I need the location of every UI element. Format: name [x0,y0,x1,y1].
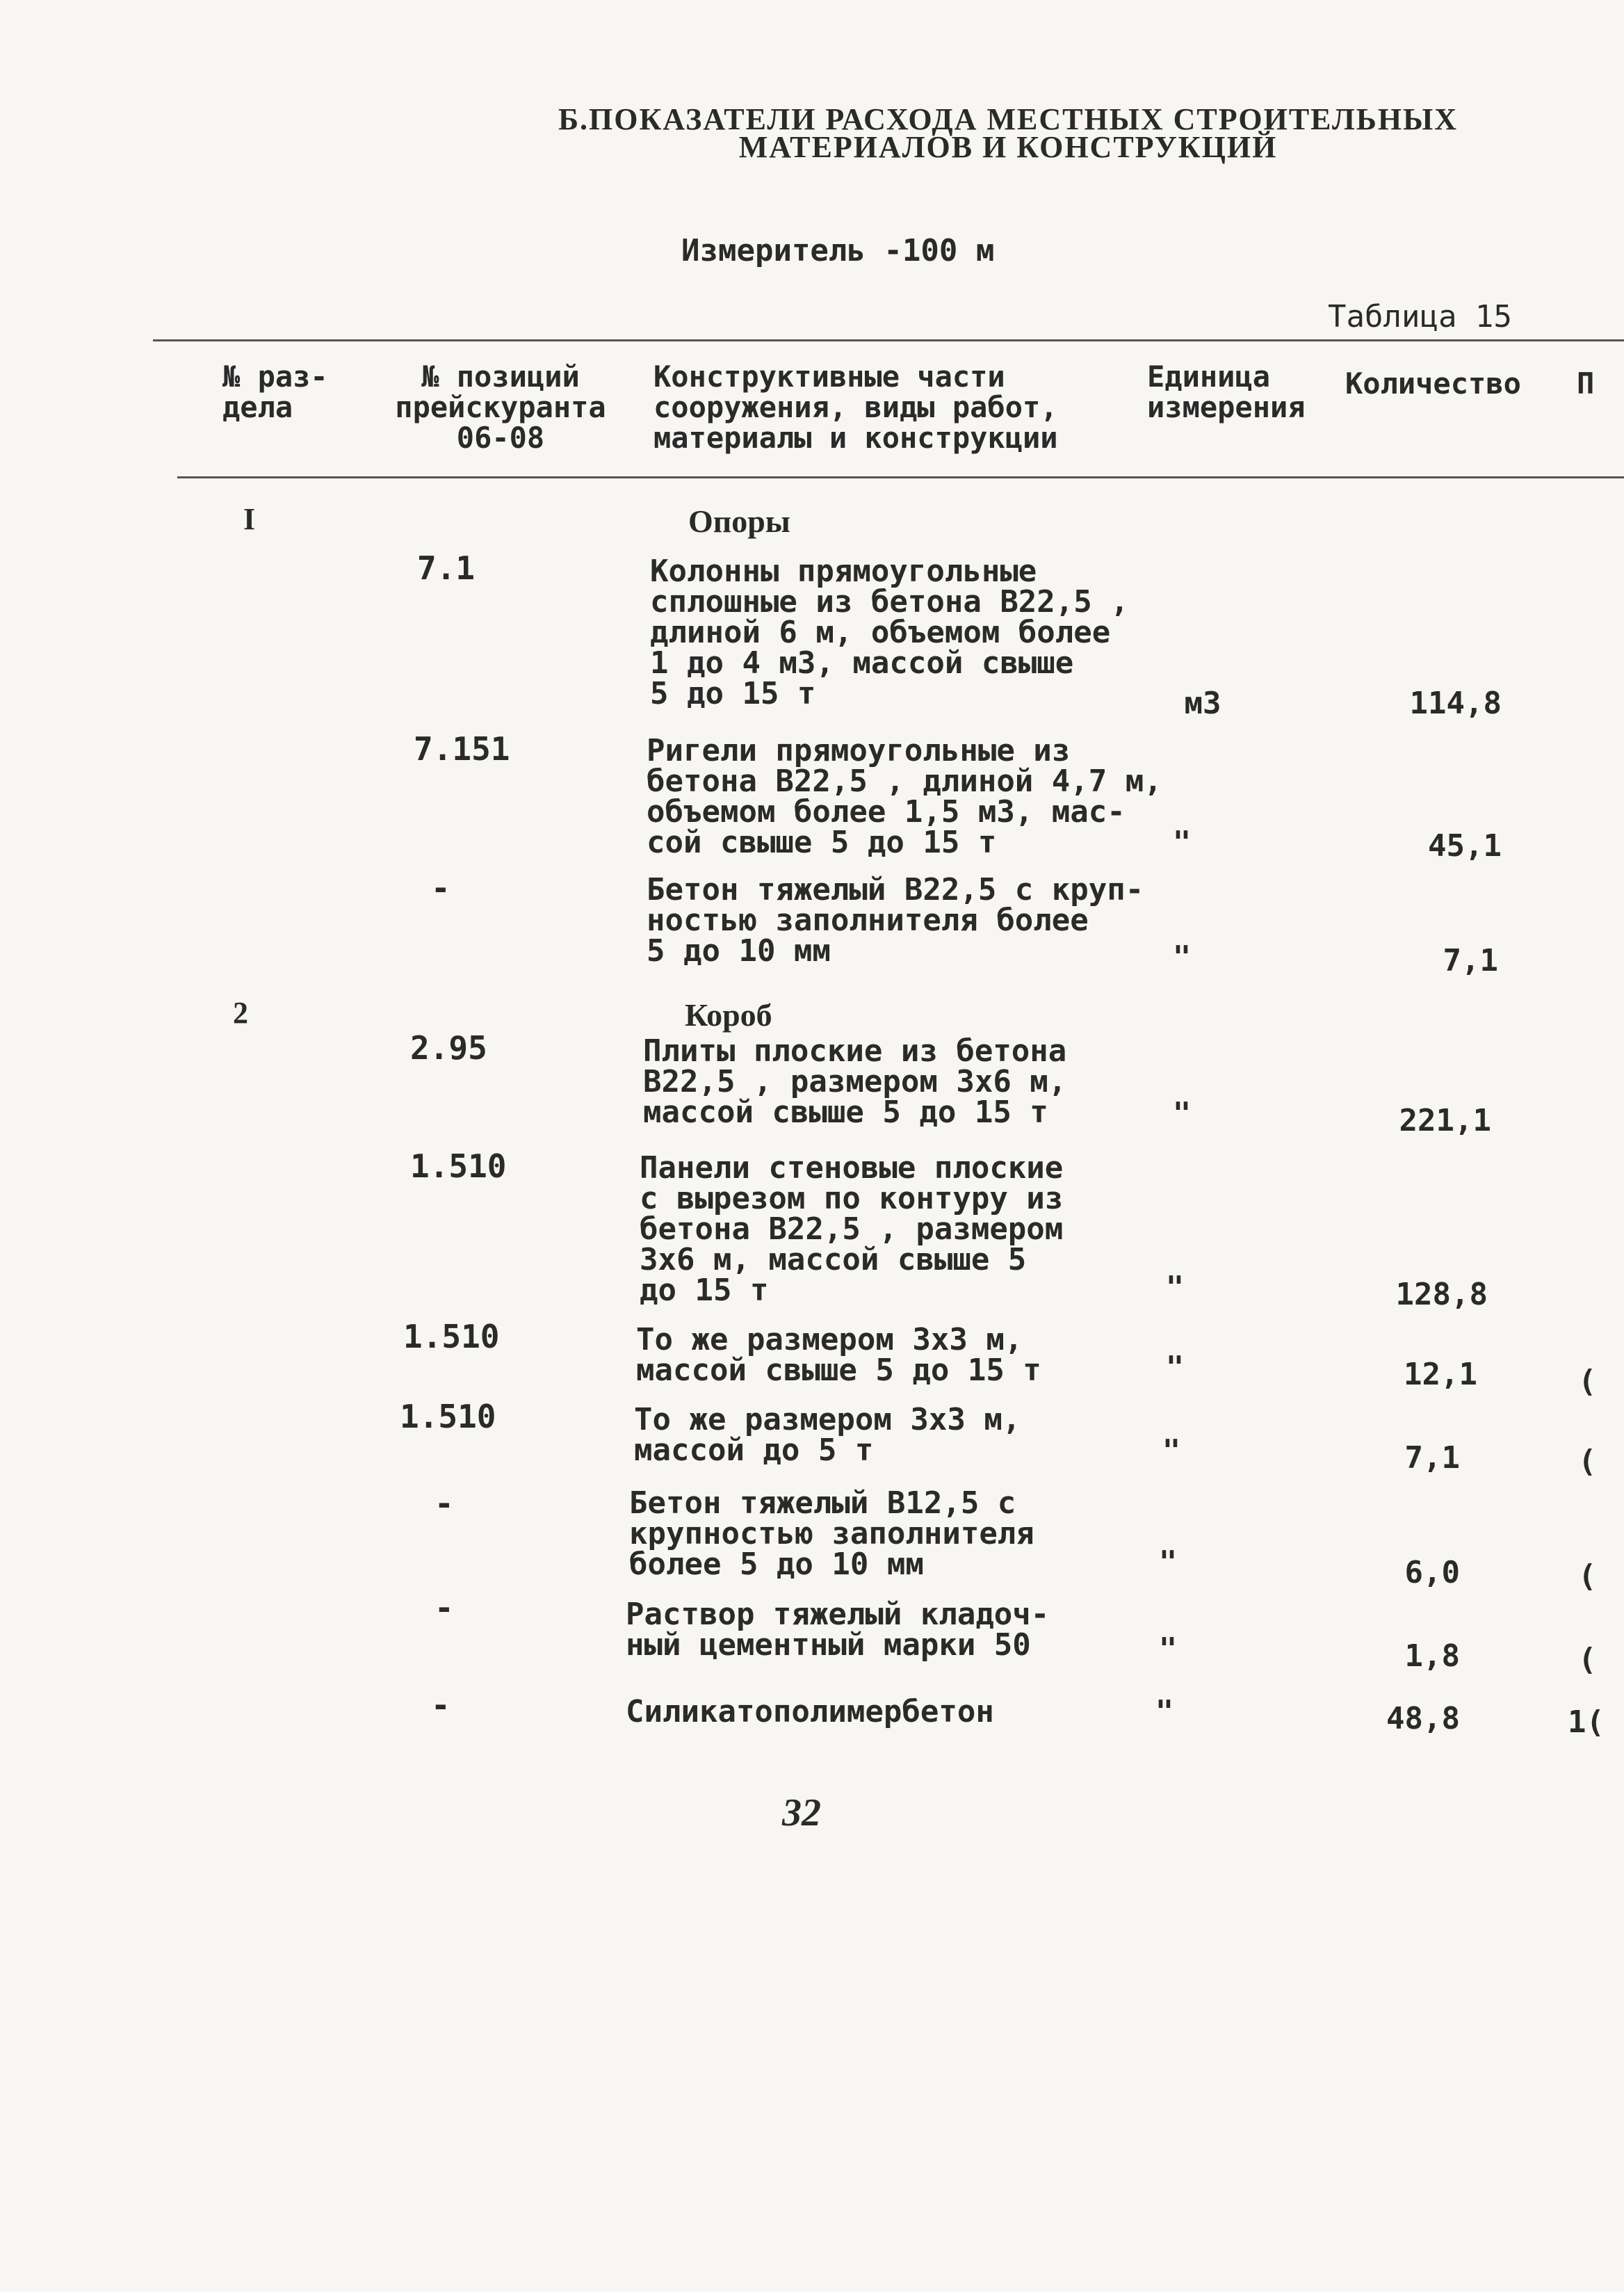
unit-value: " [1158,1631,1178,1667]
column-header-quantity: Количество [1345,366,1521,401]
item-description: Ригели прямоугольные из бетона В22,5 , длиной 4,7 м, объемом более 1,5 м3, мас- сой свыше 5 до 15 т [647,733,1162,860]
item-description: Панели стеновые плоские с вырезом по контуру из бетона В22,5 , размером 3х6 м, массой свыше 5 до 15 т [640,1150,1064,1308]
section-title: Опоры [688,503,790,539]
unit-value: м3 [1184,686,1221,721]
truncated-column-value: ( [1578,1642,1597,1677]
position-code: - [431,1686,450,1724]
unit-value: " [1158,1544,1178,1580]
item-description: Бетон тяжелый В22,5 с круп- ностью заполнителя более 5 до 10 мм [647,872,1144,969]
item-description: То же размером 3х3 м, массой до 5 т [634,1402,1021,1468]
quantity-value: 221,1 [1399,1103,1491,1138]
position-code: - [431,869,450,907]
quantity-value: 114,8 [1409,686,1502,721]
quantity-value: 6,0 [1404,1555,1460,1590]
truncated-column-value: ( [1578,1364,1597,1399]
truncated-column-value: ( [1578,1558,1597,1594]
quantity-value: 7,1 [1404,1440,1460,1476]
unit-value: " [1172,939,1192,975]
unit-value: " [1162,1433,1181,1469]
column-header-position: № позиций прейскуранта 06-08 [395,360,606,455]
position-code: 2.95 [410,1029,487,1067]
table-header-rule [177,476,1624,478]
position-code: 7.151 [414,730,510,768]
page-number: 32 [782,1791,821,1834]
position-code: 7.1 [417,549,476,587]
item-description: Бетон тяжелый В12,5 с крупностью заполнителя более 5 до 10 мм [629,1485,1034,1582]
item-description: То же размером 3х3 м, массой свыше 5 до 15 т [636,1322,1041,1388]
unit-value: " [1172,1096,1192,1131]
unit-value: " [1165,1350,1185,1385]
quantity-value: 45,1 [1428,828,1502,864]
document-title-line2: МАТЕРИАЛОВ И КОНСТРУКЦИЙ [738,130,1278,164]
column-header-truncated: П [1577,366,1595,401]
quantity-value: 128,8 [1395,1277,1488,1312]
item-description: Раствор тяжелый кладоч- ный цементный марки 50 [626,1597,1050,1663]
position-code: 1.510 [400,1398,496,1435]
section-number: 2 [233,996,248,1030]
column-header-section: № раз- дела [222,360,328,424]
item-description: Силикатополимербетон [626,1694,994,1729]
position-code: - [435,1485,454,1522]
measure-unit-label: Измеритель -100 м [681,233,995,268]
table-top-rule [153,339,1624,341]
column-header-description: Конструктивные части сооружения, виды работ, материалы и конструкции [653,360,1058,455]
section-title: Короб [685,997,772,1033]
item-description: Колонны прямоугольные сплошные из бетона В22,5 , длиной 6 м, объемом более 1 до 4 м3, массой свыше 5 до 15 т [650,554,1129,711]
quantity-value: 12,1 [1404,1357,1477,1392]
section-number: I [243,502,256,536]
quantity-value: 7,1 [1443,943,1498,978]
quantity-value: 48,8 [1386,1701,1460,1736]
quantity-value: 1,8 [1404,1638,1460,1674]
document-title-line1: Б.ПОКАЗАТЕЛИ РАСХОДА МЕСТНЫХ СТРОИТЕЛЬНЫХ [558,102,1459,136]
unit-value: " [1155,1694,1174,1729]
unit-value: " [1165,1270,1185,1305]
column-header-unit: Единица измерения [1147,360,1306,424]
table-number: Таблица 15 [1328,299,1512,334]
unit-value: " [1172,825,1192,860]
position-code: 1.510 [410,1147,507,1185]
truncated-column-value: 1( [1568,1704,1605,1740]
item-description: Плиты плоские из бетона В22,5 , размером 3х6 м, массой свыше 5 до 15 т [643,1033,1067,1130]
position-code: - [435,1589,454,1627]
position-code: 1.510 [403,1318,500,1355]
truncated-column-value: ( [1578,1444,1597,1479]
